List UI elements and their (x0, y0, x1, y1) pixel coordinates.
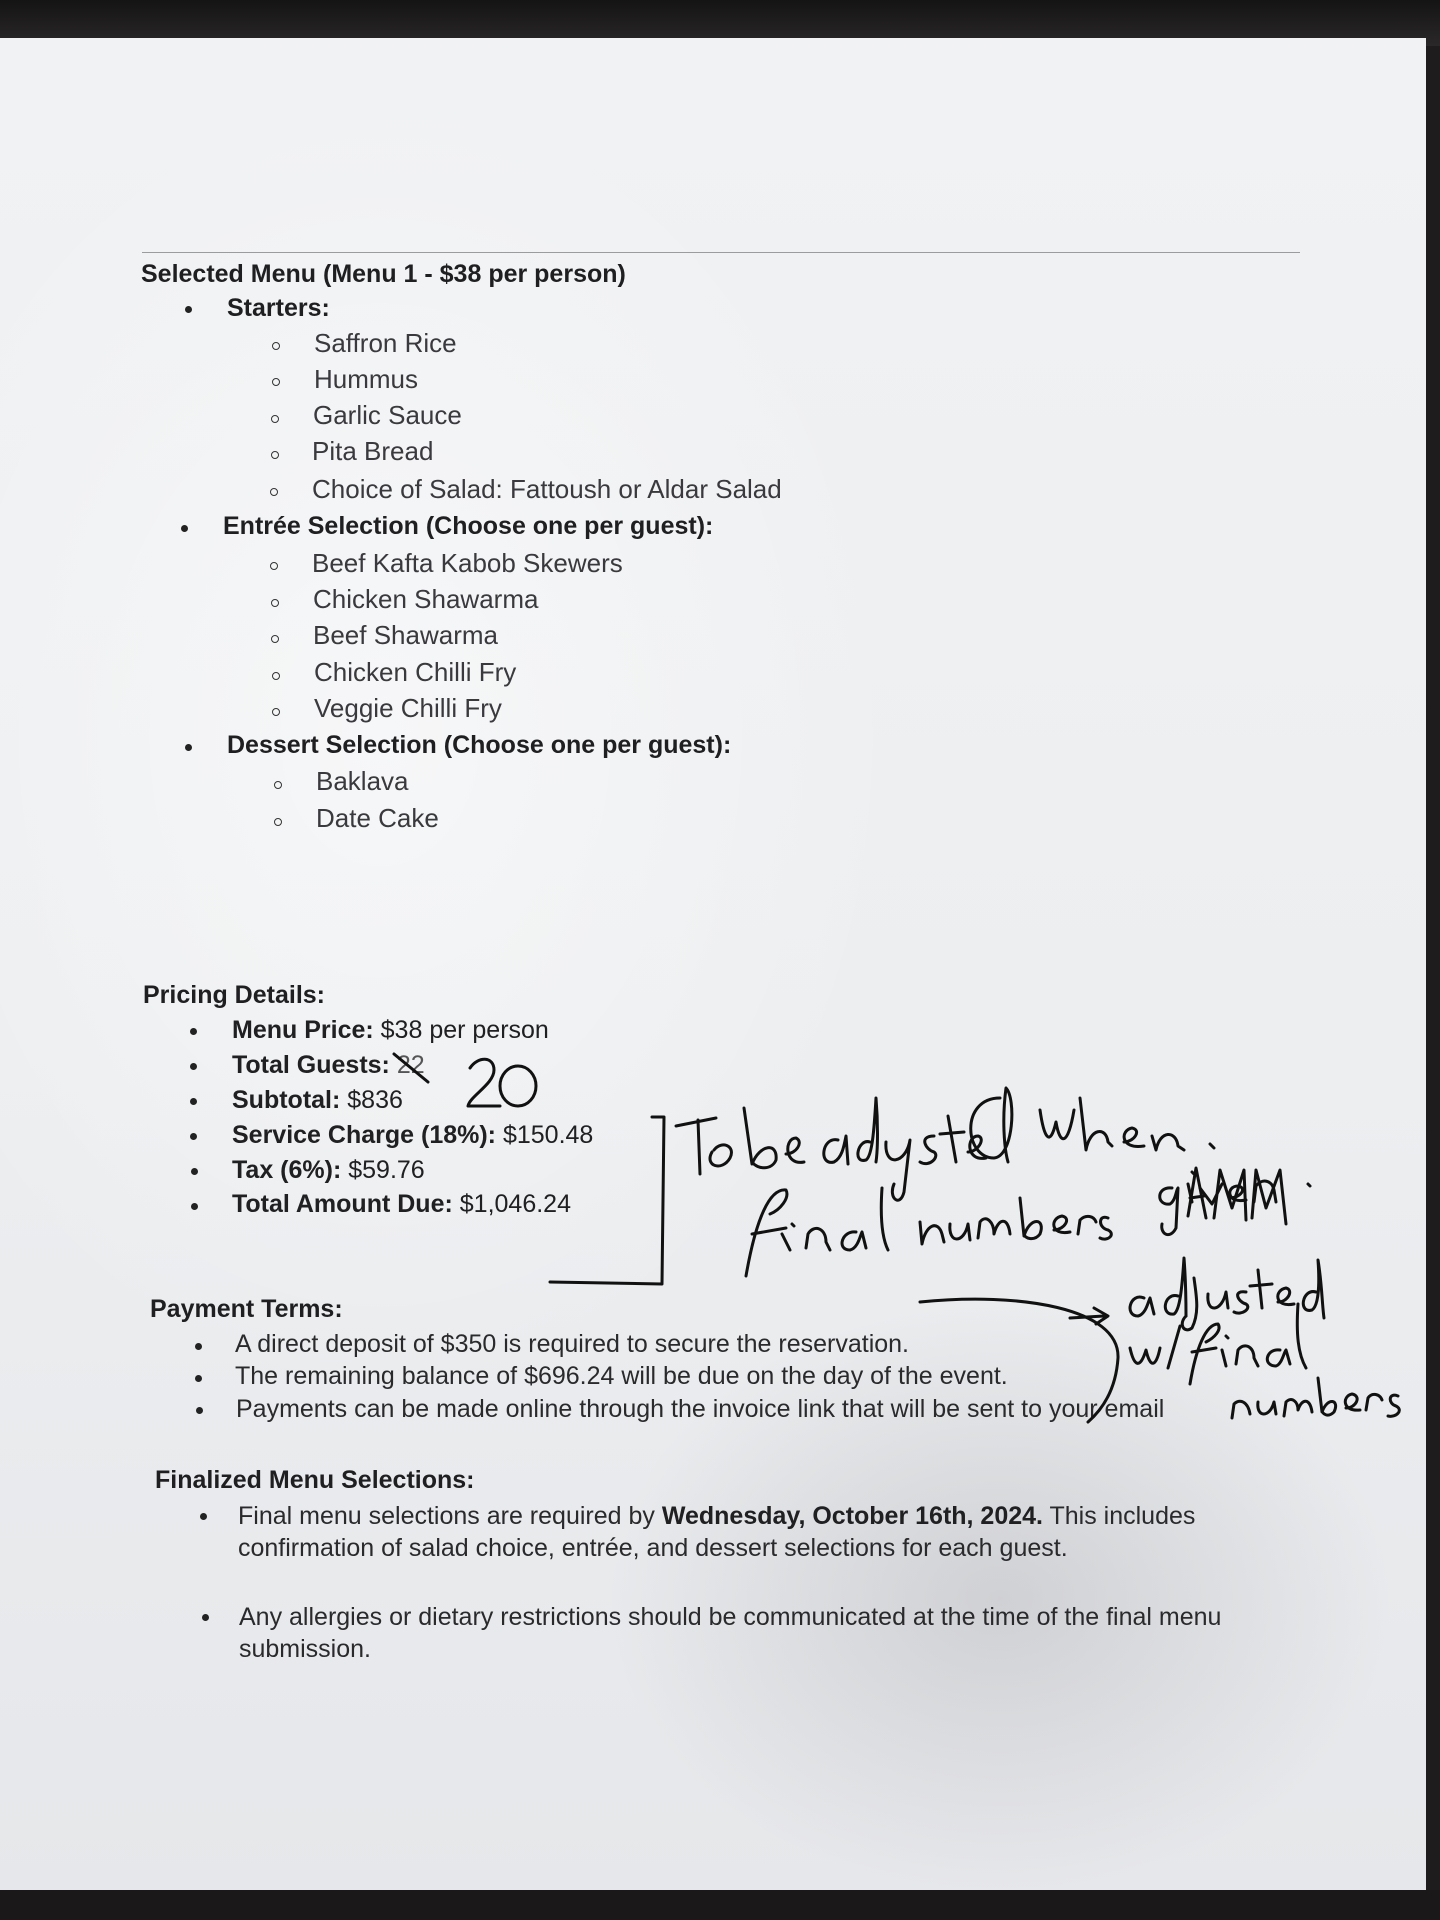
struck-guest-count: 22 (396, 1051, 425, 1079)
finalized-item-deadline: Final menu selections are required by Wednesday, October 16th, 2024. This includes confirmation of salad choice, entrée, and dessert selections for each guest. (238, 1502, 1196, 1562)
handwritten-20-digit-2 (468, 1059, 500, 1106)
payment-heading: Payment Terms: (150, 1295, 343, 1323)
pricing-total-guests: Total Guests: 22 (232, 1051, 425, 1079)
bracket-mark (550, 1117, 664, 1284)
starters-heading: Starters: (227, 294, 330, 322)
finalized-heading: Finalized Menu Selections: (155, 1466, 475, 1494)
pricing-service-charge: Service Charge (18%): $150.48 (232, 1121, 594, 1149)
pricing-tax: Tax (6%): $59.76 (232, 1156, 425, 1184)
dessert-item: Date Cake (316, 803, 439, 833)
payment-item: Payments can be made online through the invoice link that will be sent to your email (236, 1395, 1165, 1423)
starter-item: Garlic Sauce (313, 400, 462, 430)
pricing-menu-price: Menu Price: $38 per person (232, 1016, 549, 1044)
handwritten-annotations (0, 38, 1426, 1896)
entree-item: Veggie Chilli Fry (314, 693, 502, 723)
finalized-item-allergies: Any allergies or dietary restrictions should be communicated at the time of the final menu submission. (239, 1603, 1222, 1663)
entree-item: Chicken Shawarma (313, 584, 539, 614)
starter-item: Saffron Rice (314, 328, 457, 358)
printed-page (0, 38, 1426, 1896)
starter-item: Hummus (314, 364, 419, 394)
dessert-heading: Dessert Selection (Choose one per guest): (227, 731, 732, 759)
entree-item: Beef Kafta Kabob Skewers (312, 548, 623, 578)
handwritten-20-digit-0 (500, 1066, 536, 1106)
pricing-heading: Pricing Details: (143, 981, 325, 1009)
deadline-date: Wednesday, October 16th, 2024. (661, 1502, 1043, 1530)
dessert-item: Baklava (316, 766, 409, 796)
strike-mark (394, 1054, 428, 1082)
payment-item: A direct deposit of $350 is required to secure the reservation. (235, 1330, 909, 1358)
entree-item: Chicken Chilli Fry (314, 657, 517, 687)
starter-item: Choice of Salad: Fattoush or Aldar Salad (312, 474, 782, 504)
pricing-subtotal: Subtotal: $836 (232, 1086, 403, 1114)
menu-title: Selected Menu (Menu 1 - $38 per person) (141, 260, 626, 288)
entree-heading: Entrée Selection (Choose one per guest): (223, 512, 714, 540)
desk-background-bottom (0, 1890, 1440, 1920)
starter-item: Pita Bread (312, 436, 434, 466)
payment-item: The remaining balance of $696.24 will be due on the day of the event. (235, 1362, 1008, 1390)
pricing-total-due: Total Amount Due: $1,046.24 (232, 1190, 571, 1218)
entree-item: Beef Shawarma (313, 620, 498, 650)
